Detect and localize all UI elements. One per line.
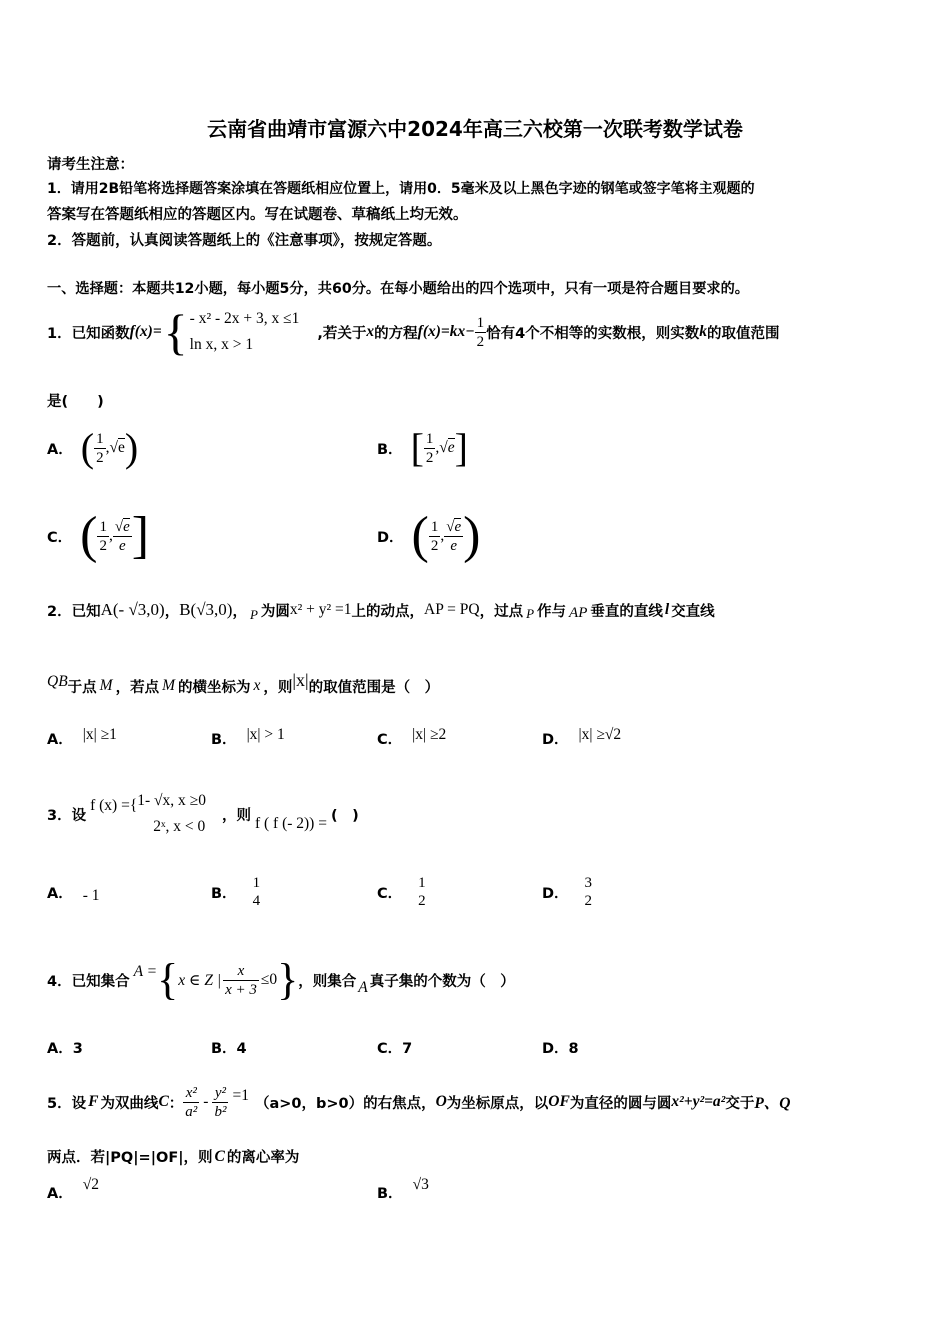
q2-point-a: A(- √3,0) — [100, 600, 165, 619]
question-2: 2．已知 A(- √3,0) ， B(√3,0) ， P 为圆 x² + y² =1 上的动点， AP = PQ ，过点 P 作与 AP 垂直的直线 l 交直线 — [47, 600, 715, 622]
q2-option-b[interactable]: B． |x| > 1 — [211, 725, 285, 748]
notice-heading: 请考生注意： — [47, 157, 134, 173]
notice-line-1: 1．请用2B铅笔将选择题答案涂填在答题纸相应位置上，请用0．5毫米及以上黑色字迹的钢笔或签字笔将主观题的 — [47, 181, 755, 197]
q1-option-b[interactable]: B． [ $\frac{1}{2}$ ,√e ] — [377, 425, 468, 470]
q5-option-a[interactable]: A． √2 — [47, 1175, 99, 1202]
q1-equation: f(x)=kx− — [417, 323, 475, 340]
q3-case-1: 1- √x, x ≥0 — [137, 792, 206, 809]
q3-option-c[interactable]: C． 1 2 — [377, 875, 426, 909]
q1-option-d[interactable]: D． ( $\frac{1}{2}$ , $\frac{√e}{e}$ ) — [377, 507, 481, 564]
q2-circle: x² + y² =1 — [289, 601, 352, 618]
q2-option-a[interactable]: A． |x| ≥1 — [47, 725, 117, 748]
q3-option-a[interactable]: A． - 1 — [47, 885, 100, 904]
q1-half: $\frac{1}{2}$ — [476, 314, 485, 350]
question-2-line-2: QB 于点 M ，若点 M 的横坐标为 x ，则 |x| 的取值范围是（ ） — [47, 669, 440, 696]
page-title: 云南省曲靖市富源六中2024年高三六校第一次联考数学试卷 — [207, 117, 743, 141]
q4-option-b[interactable]: B．4 — [211, 1041, 247, 1057]
notice-line-3: 2．答题前，认真阅读答题纸上的《注意事项》，按规定答题。 — [47, 233, 442, 249]
q4-option-d[interactable]: D．8 — [542, 1041, 579, 1057]
q1-option-a[interactable]: A． ( $\frac{1}{2}$ ,√e ) — [47, 425, 139, 470]
q1-case-1: - x² - 2x + 3, x ≤1 — [189, 310, 300, 327]
section-heading: 一、选择题：本题共12小题，每小题5分，共60分。在每小题给出的四个选项中，只有一项是符合题目要求的。 — [47, 281, 749, 297]
q1-var-k: k — [699, 323, 707, 340]
question-1 — [47, 302, 779, 362]
q2-option-d[interactable]: D． |x| ≥√2 — [542, 725, 622, 748]
q1-brace: { — [163, 304, 188, 360]
q1-var-x: x — [366, 323, 375, 340]
q2-point-b: B(√3,0) — [179, 600, 233, 619]
question-3: 3．设 f (x) ={ 1- √x, x ≥0 2ˣ, x < 0 ，则 f ( f (- 2)) = ( ) — [47, 786, 359, 842]
q2-option-c[interactable]: C． |x| ≥2 — [377, 725, 447, 748]
q1-text-4: 的取值范围 — [706, 325, 780, 342]
question-5-line-2: 两点．若|PQ|=|OF|，则 C 的离心率为 — [47, 1147, 300, 1166]
notice-line-2: 答案写在答题纸相应的答题区内。写在试题卷、草稿纸上均无效。 — [47, 207, 468, 223]
q3-option-b[interactable]: B． 1 4 — [211, 875, 261, 909]
q4-option-a[interactable]: A．3 — [47, 1041, 83, 1057]
q1-option-c[interactable]: C． ( $\frac{1}{2}$ , $\frac{√e}{e}$ ] — [47, 507, 150, 564]
q1-text-2: 的方程 — [374, 325, 418, 342]
q5-option-b[interactable]: B． √3 — [377, 1175, 429, 1202]
question-4: 4．已知集合 A = { x ∈ Z | $\frac{x}{x + 3}$ ≤0 } ，则集合 A 真子集的个数为（ ） — [47, 955, 515, 1004]
q3-option-d[interactable]: D． 3 2 — [542, 875, 593, 909]
question-5: 5．设 F 为双曲线 C ： $\frac{\text{x²}}{\text{a²}}$ - $\frac{\text{y²}}{\text{b²}}$ =1 （a>0，b>0）的右焦点， O 为坐标原点，以 OF 为直径的圆与圆 x²+y²=a² 交于 P、Q — [47, 1084, 791, 1120]
q4-option-c[interactable]: C．7 — [377, 1041, 413, 1057]
q1-text-1: ,若关于 — [317, 325, 367, 342]
q3-case-2: 2ˣ, x < 0 — [153, 818, 206, 835]
q1-text-3: 恰有4个不相等的实数根，则实数 — [486, 325, 700, 342]
q1-prefix: 1．已知函数 — [47, 325, 130, 342]
q1-cases — [190, 306, 300, 358]
q1-line-2: 是( ) — [47, 394, 104, 410]
q1-fx: f(x)= — [129, 323, 162, 340]
q1-case-2: ln x, x > 1 — [189, 336, 254, 353]
